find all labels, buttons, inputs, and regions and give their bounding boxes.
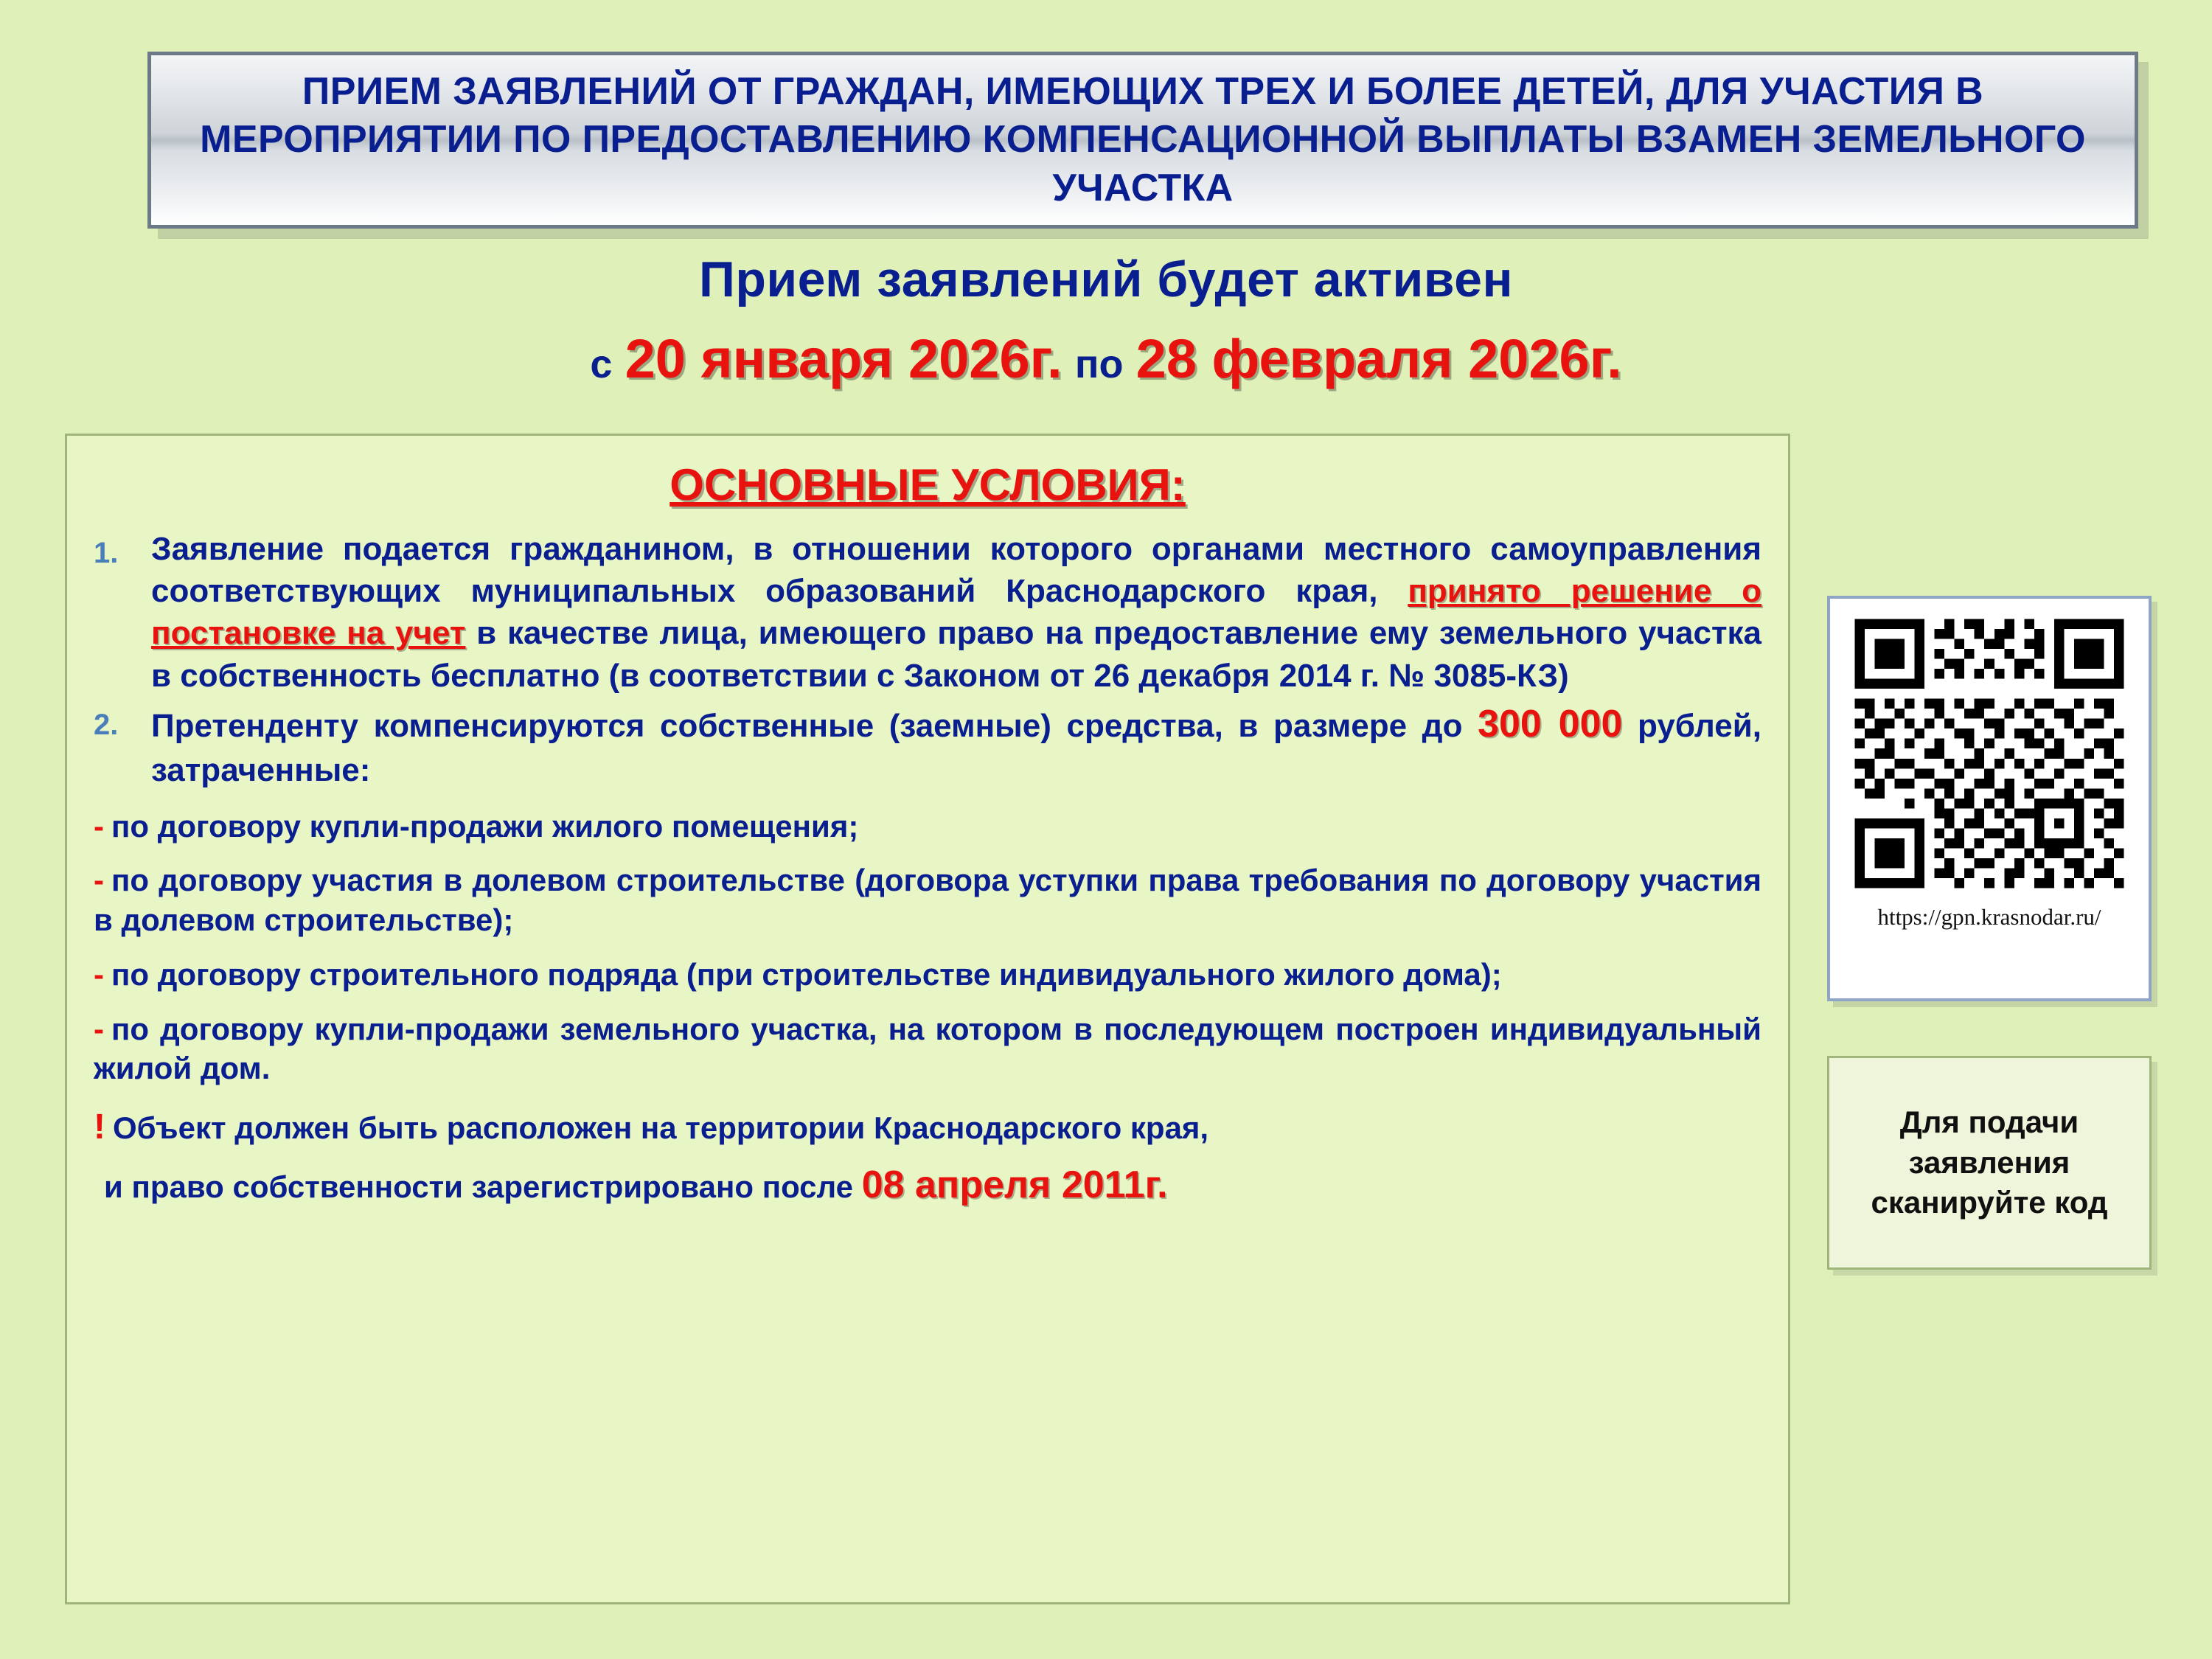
condition-item-1-number: 1. — [94, 537, 119, 569]
period-to-label: по — [1074, 342, 1124, 386]
condition-item-1 — [94, 528, 1761, 697]
condition-item-2 — [94, 700, 1761, 792]
poster-title-banner — [147, 52, 2138, 229]
important-note-second-line — [94, 1161, 1761, 1211]
dash-bullet-icon: - — [94, 1011, 104, 1046]
conditions-heading: ОСНОВНЫЕ УСЛОВИЯ: — [669, 460, 1186, 509]
acceptance-period-dates — [0, 327, 2212, 390]
condition-item-2-part2: рублей, затраченные: — [151, 707, 1761, 789]
ownership-registration-date: 08 апреля 2011г. — [861, 1164, 1168, 1207]
acceptance-period-intro: Прием заявлений будет активен — [698, 251, 1514, 307]
important-note-text: Объект должен быть расположен на территории Краснодарского края, — [112, 1110, 1209, 1146]
compensation-amount: 300 000 — [1478, 702, 1623, 745]
qr-code-card[interactable] — [1827, 596, 2152, 1001]
condition-item-1-part2: в качестве лица, имеющего право на предоставление ему земельного участка в собственность бесплатно (в соответствии с Законом от 26 декабря 2014 г. № 3085-КЗ) — [151, 615, 1761, 694]
period-from-label: с — [590, 342, 613, 386]
bullet-text-3: по договору строительного подряда (при строительстве индивидуального жилого дома); — [111, 956, 1502, 992]
list-item — [94, 1009, 1761, 1089]
period-from-date: 20 января 2026г. — [625, 328, 1062, 389]
scan-instruction-card — [1827, 1056, 2152, 1270]
list-item — [94, 807, 1761, 846]
condition-item-1-part1: Заявление подается гражданином, в отношении которого органами местного самоуправления соответствующих муниципальных образований Краснодарского края, — [151, 531, 1761, 610]
condition-item-1-text — [151, 528, 1761, 697]
condition-item-1-highlight: принято решение о постановке на учет — [151, 573, 1762, 652]
period-to-date: 28 февраля 2026г. — [1135, 328, 1622, 389]
exclamation-icon: ! — [94, 1107, 105, 1147]
condition-item-2-number: 2. — [94, 708, 119, 741]
bullet-text-2: по договору участия в долевом строительстве (договора уступки права требования по договору участия в долевом строительстве); — [94, 863, 1761, 938]
ownership-registration-text: и право собственности зарегистрировано после — [104, 1169, 854, 1205]
conditions-panel — [65, 434, 1790, 1604]
page-title: ПРИЕМ ЗАЯВЛЕНИЙ ОТ ГРАЖДАН, ИМЕЮЩИХ ТРЕХ И БОЛЕЕ ДЕТЕЙ, ДЛЯ УЧАСТИЯ В МЕРОПРИЯТИИ ПО ПРЕДОСТАВЛЕНИЮ КОМПЕНСАЦИОННОЙ ВЫПЛАТЫ ВЗАМЕН ЗЕМЕЛЬНОГО УЧАСТКА — [200, 69, 2086, 209]
scan-instruction-text: Для подачи заявления сканируйте код — [1871, 1105, 2108, 1220]
bullet-text-1: по договору купли-продажи жилого помещения; — [111, 808, 859, 844]
qr-code-url: https://gpn.krasnodar.ru/ — [1877, 904, 2101, 930]
condition-item-2-part1: Претенденту компенсируются собственные (заемные) средства, в размере до — [151, 707, 1463, 744]
list-item — [94, 955, 1761, 995]
acceptance-period-block — [0, 251, 2212, 390]
dash-bullet-icon: - — [94, 808, 104, 844]
bullet-text-4: по договору купли-продажи земельного участка, на котором в последующем построен индивидуальный жилой дом. — [94, 1011, 1761, 1086]
dash-bullet-icon: - — [94, 956, 104, 992]
condition-item-2-text — [151, 700, 1761, 792]
list-item — [94, 860, 1761, 940]
important-note — [94, 1105, 1761, 1150]
qr-code-icon — [1845, 609, 2134, 898]
dash-bullet-icon: - — [94, 863, 104, 898]
